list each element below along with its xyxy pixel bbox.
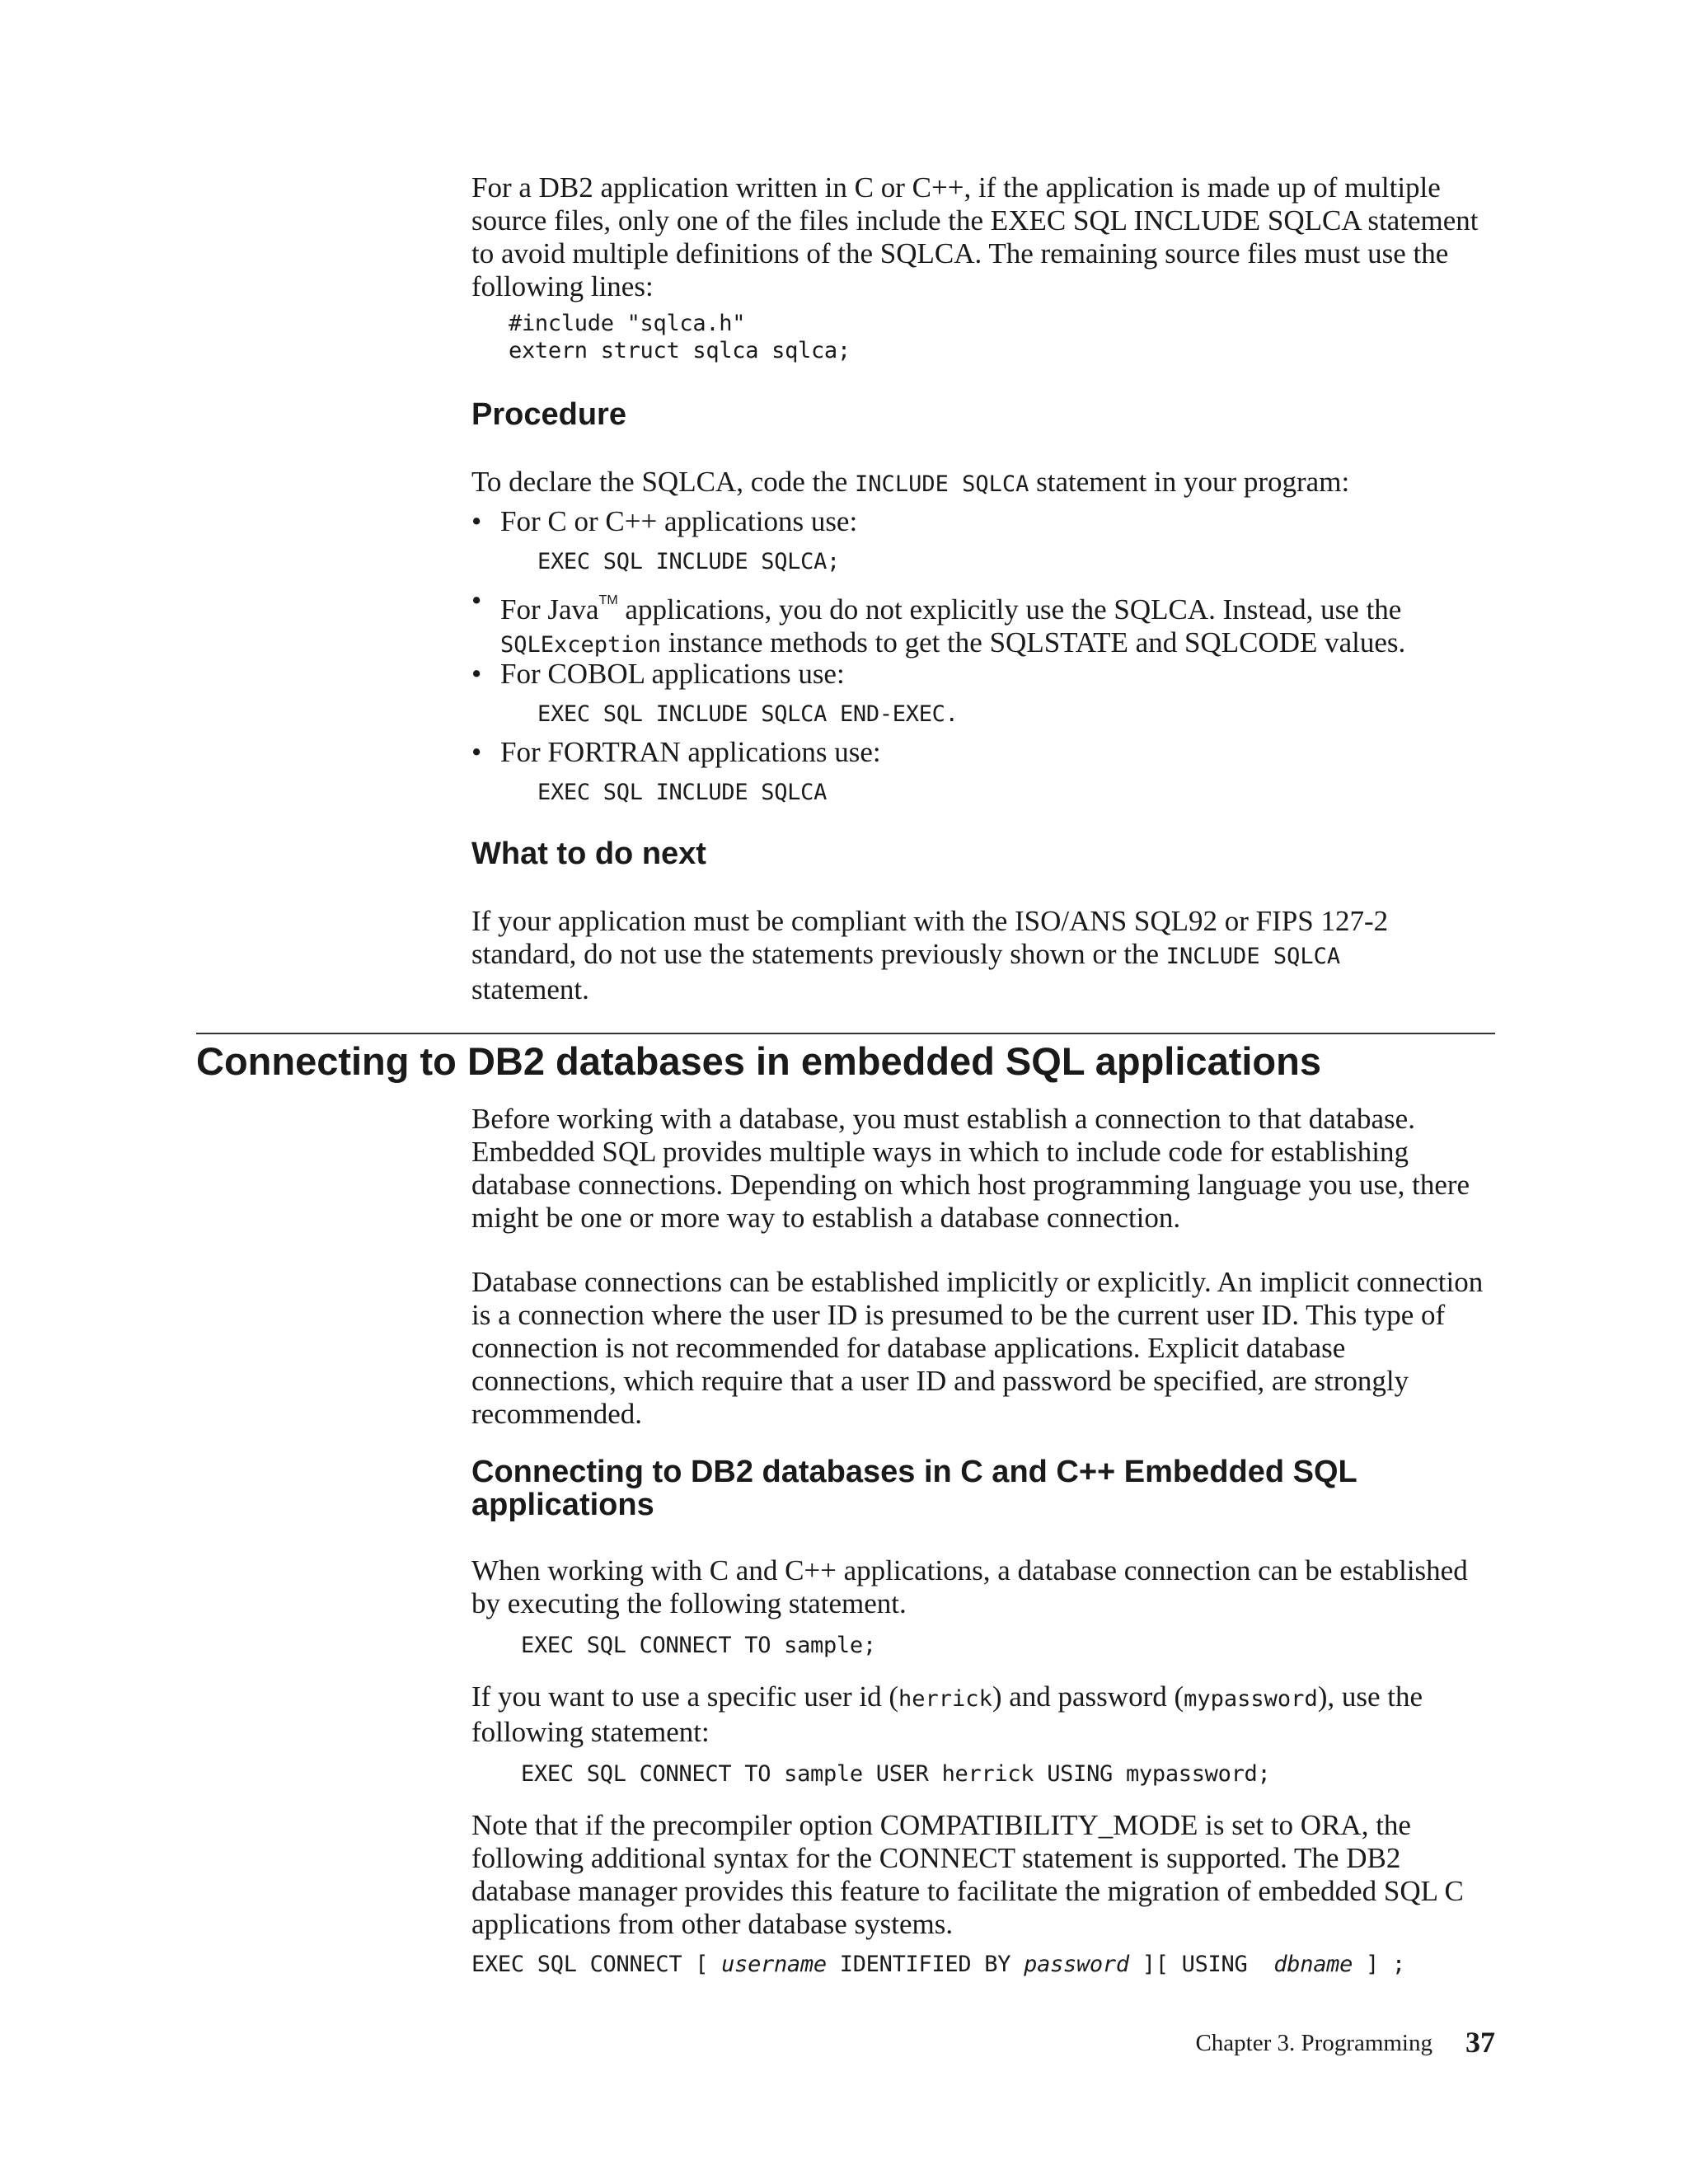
procedure-lead: To declare the SQLCA, code the INCLUDE SQLCA statement in your program: bbox=[471, 466, 1350, 498]
section-divider bbox=[196, 1033, 1495, 1034]
section-body bbox=[471, 1103, 1493, 1431]
inline-code: INCLUDE SQLCA bbox=[1165, 944, 1341, 969]
code-include-line: #include "sqlca.h" bbox=[509, 311, 746, 336]
code-connect: EXEC SQL CONNECT TO sample; bbox=[521, 1633, 876, 1658]
code-connect-syntax: EXEC SQL CONNECT [ username IDENTIFIED BY password ][ USING dbname ] ; bbox=[471, 1952, 1405, 1977]
bullet-mark: • bbox=[471, 736, 482, 768]
next-line-2: standard, do not use the statements previously shown or the INCLUDE SQLCA bbox=[471, 938, 1341, 970]
next-line-1: If your application must be compliant with the ISO/ANS SQL92 or FIPS 127-2 bbox=[471, 905, 1389, 937]
intro-paragraph: For a DB2 application written in C or C++, if the application is made up of multiple source files, only one of the files include the EXEC SQL INCLUDE SQLCA statement to avoid multiple definitions of the SQLCA. The remaining source files must use the following lines: bbox=[471, 171, 1479, 302]
section-para-1: Before working with a database, you must establish a connection to that database. Embedded SQL provides multiple ways in which to include code for establishing database connections. Depending on which host programming language you use, there might be one or more way to establish a database connection. bbox=[471, 1103, 1470, 1234]
subsection-heading: Connecting to DB2 databases in C and C++ Embedded SQL applications bbox=[471, 1455, 1357, 1522]
next-section bbox=[471, 905, 1493, 1006]
footer-chapter: Chapter 3. Programming bbox=[1195, 2030, 1432, 2056]
syntax-username: username bbox=[721, 1952, 827, 1977]
code-extern-line: extern struct sqlca sqlca; bbox=[509, 338, 851, 363]
section-heading: Connecting to DB2 databases in embedded SQL applications bbox=[196, 1039, 1321, 1083]
procedure-heading: Procedure bbox=[471, 397, 626, 432]
list-item: For FORTRAN applications use: EXEC SQL INCLUDE SQLCA bbox=[500, 736, 1498, 806]
inline-code: herrick bbox=[898, 1686, 992, 1712]
next-line-3: statement. bbox=[471, 973, 589, 1005]
intro-section bbox=[471, 171, 1493, 364]
code-fortran-include: EXEC SQL INCLUDE SQLCA bbox=[537, 780, 828, 805]
inline-code: mypassword bbox=[1184, 1686, 1318, 1712]
inline-code: SQLException bbox=[500, 632, 662, 658]
code-connect-user: EXEC SQL CONNECT TO sample USER herrick USING mypassword; bbox=[521, 1761, 1271, 1787]
subsection-para-2: If you want to use a specific user id (herrick) and password (mypassword), use the following statement: bbox=[471, 1680, 1423, 1748]
syntax-password: password bbox=[1024, 1952, 1129, 1977]
trademark-mark: TM bbox=[598, 593, 618, 607]
code-c-include: EXEC SQL INCLUDE SQLCA; bbox=[537, 549, 840, 574]
syntax-dbname: dbname bbox=[1273, 1952, 1353, 1977]
subsection-para-1: When working with C and C++ applications, a database connection can be established by executing the following statement. bbox=[471, 1554, 1468, 1619]
list-item: For C or C++ applications use: EXEC SQL INCLUDE SQLCA; bbox=[500, 505, 1498, 575]
list-item: For Java™ applications, you do not explicitly use the SQLCA. Instead, use the SQLException instance methods to get the SQLSTATE and SQLCODE values. bbox=[500, 593, 1406, 658]
page-number: 37 bbox=[1465, 2026, 1495, 2059]
bullet-mark: • bbox=[471, 584, 482, 616]
inline-code: INCLUDE SQLCA bbox=[855, 471, 1029, 497]
section-para-2: Database connections can be established implicitly or explicitly. An implicit connection is a connection where the user ID is presumed to be the current user ID. This type of connection is not recommended for database applications. Explicit database connections, which require that a user ID and password be specified, are strongly recommended. bbox=[471, 1266, 1484, 1430]
next-heading: What to do next bbox=[471, 837, 706, 871]
code-cobol-include: EXEC SQL INCLUDE SQLCA END-EXEC. bbox=[537, 701, 959, 727]
bullet-mark: • bbox=[471, 658, 482, 690]
subsection-body bbox=[471, 1554, 1493, 1978]
subsection-para-3: Note that if the precompiler option COMPATIBILITY_MODE is set to ORA, the following additional syntax for the CONNECT statement is supported. The DB2 database manager provides this feature to facilitate the migration of embedded SQL C applications from other database systems. bbox=[471, 1809, 1464, 1940]
list-item: For COBOL applications use: EXEC SQL INCLUDE SQLCA END-EXEC. bbox=[500, 658, 1498, 728]
bullet-mark: • bbox=[471, 505, 482, 537]
